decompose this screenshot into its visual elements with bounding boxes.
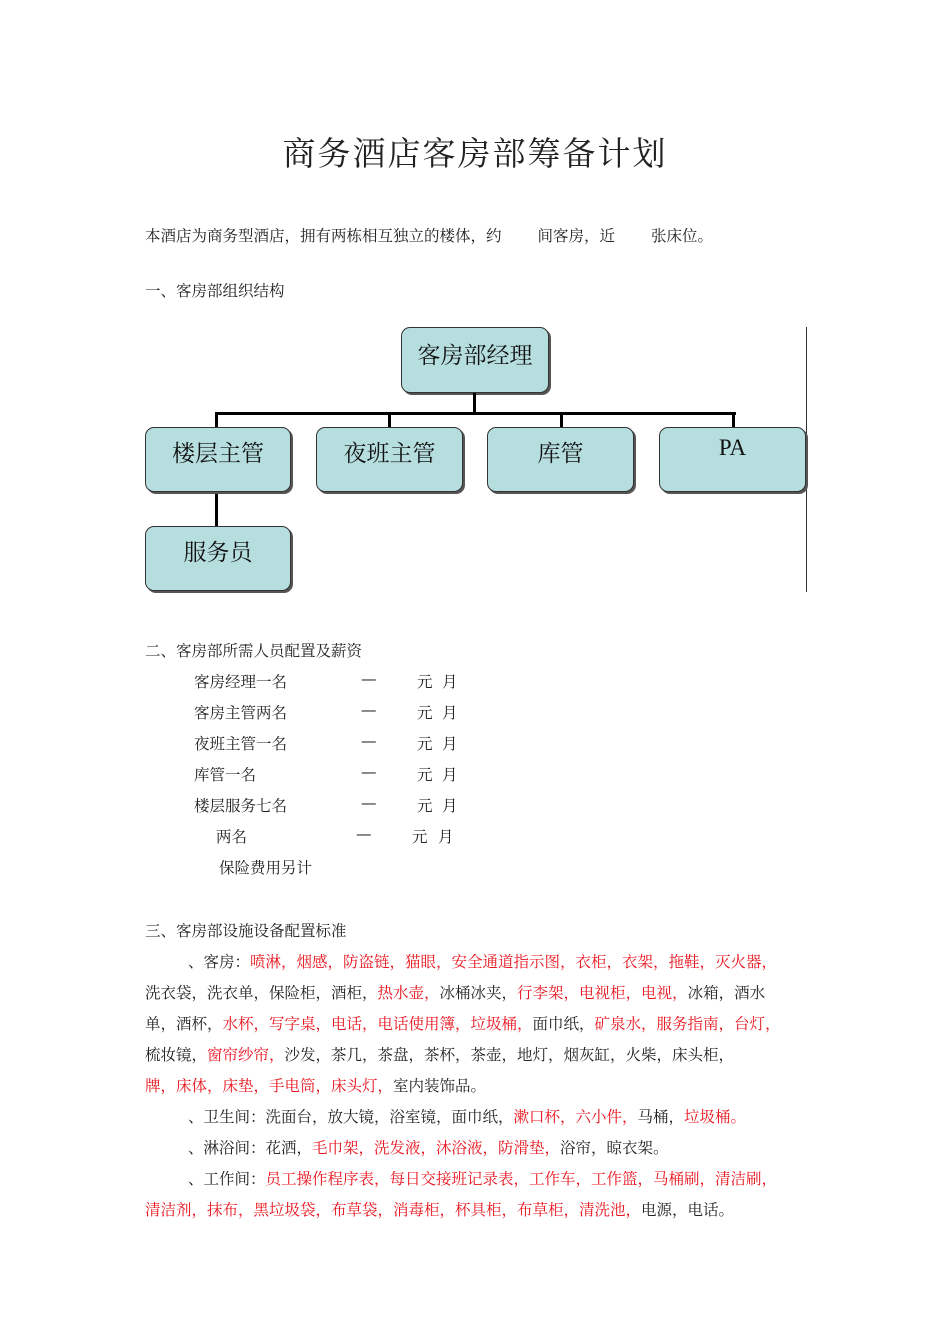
facility-text: 矿泉水，服务指南，台灯，: [594, 1015, 781, 1033]
facility-text: 电源，电话。: [641, 1201, 735, 1219]
staff-month: 月: [442, 735, 458, 753]
org-box-storekeeper: [487, 427, 634, 492]
facility-text: 洗衣袋，洗衣单，保险柜，酒柜，: [145, 984, 378, 1002]
connector-manager-down: [473, 393, 476, 414]
staff-yuan: 元: [417, 704, 433, 722]
staff-dash: —: [361, 670, 377, 688]
staff-month: 月: [442, 797, 458, 815]
staff-dash: —: [356, 825, 372, 843]
facility-text: 行李架，电视柜，电视，: [517, 984, 688, 1002]
facility-line-shower: [145, 1136, 810, 1158]
intro-text-1: 本酒店为商务型酒店，拥有两栋相互独立的楼体，约: [145, 227, 502, 245]
section-heading-staff: 二、客房部所需人员配置及薪资: [145, 642, 363, 660]
org-label-pa: PA: [718, 435, 747, 460]
staff-yuan: 元: [417, 735, 433, 753]
right-margin-rule: [806, 327, 807, 592]
org-box-pa: [659, 427, 806, 492]
connector-attendant: [215, 492, 218, 526]
facility-line: [145, 1012, 810, 1034]
facility-text: 面巾纸，: [532, 1015, 595, 1033]
insurance-note-text: 保险费用另计: [219, 859, 313, 877]
facility-text: 梳妆镜，: [145, 1046, 208, 1064]
org-label-storekeeper: 库管: [537, 441, 584, 467]
staff-dash: —: [361, 732, 377, 750]
staff-role: 楼层服务七名: [194, 797, 288, 815]
connector-floor: [215, 412, 218, 427]
intro-text-2: 间客房，近: [537, 227, 616, 245]
connector-store: [560, 412, 563, 427]
org-box-attendant: [145, 526, 291, 591]
staff-month: 月: [442, 766, 458, 784]
staff-row: [0, 825, 950, 847]
facility-line-room: [145, 950, 810, 972]
facility-line: [145, 1043, 810, 1065]
facility-text: 马桶，: [637, 1108, 685, 1126]
facility-text: 垃圾桶。: [684, 1108, 747, 1126]
facility-text: 、卫生间：洗面台，放大镜，浴室镜，面巾纸，: [188, 1108, 514, 1126]
facility-text: 毛巾架，洗发液，沐浴液，防滑垫，: [312, 1139, 561, 1157]
page-title: 商务酒店客房部筹备计划: [282, 134, 668, 173]
staff-role: 库管一名: [194, 766, 257, 784]
org-box-floor-supervisor: [145, 427, 291, 492]
facility-text: 沙发，茶几，茶盘，茶杯，茶壶，地灯，烟灰缸，火柴，床头柜，: [284, 1046, 735, 1064]
staff-month: 月: [442, 704, 458, 722]
staff-row: [0, 701, 950, 723]
section-heading-facilities: 三、客房部设施设备配置标准: [145, 922, 347, 940]
facility-text: 清洁剂，抹布，黑垃圾袋，布草袋，消毒柜，杯具柜，布草柜，清洗池，: [145, 1201, 642, 1219]
org-box-night-supervisor: [316, 427, 463, 492]
facility-text: 冰桶冰夹，: [439, 984, 518, 1002]
facility-line: [145, 1198, 810, 1220]
staff-dash: —: [361, 794, 377, 812]
org-box-manager: [401, 327, 549, 393]
connector-pa: [732, 412, 735, 427]
staff-role: 客房经理一名: [194, 673, 288, 691]
facility-line-bathroom: [145, 1105, 810, 1127]
facility-text: 员工操作程序表，每日交接班记录表，工作车，工作篮，马桶刷，清洁刷，: [265, 1170, 778, 1188]
staff-row: [0, 763, 950, 785]
staff-month: 月: [438, 828, 454, 846]
facility-text: 热水壶，: [377, 984, 440, 1002]
facility-text: 牌，床体，床垫，手电筒，床头灯，: [145, 1077, 394, 1095]
org-label-manager: 客房部经理: [417, 343, 533, 369]
intro-text-3: 张床位。: [651, 227, 714, 245]
connector-night: [388, 412, 391, 427]
facility-line-workroom: [145, 1167, 810, 1189]
staff-role: 客房主管两名: [194, 704, 288, 722]
staff-yuan: 元: [417, 766, 433, 784]
facility-text: 喷淋，烟感，防盗链，猫眼，安全通道指示图，衣柜，衣架，拖鞋，灭火器，: [250, 953, 778, 971]
section-heading-org: 一、客房部组织结构: [145, 282, 285, 300]
org-label-floor-supervisor: 楼层主管: [172, 441, 264, 467]
connector-horizontal: [215, 412, 736, 415]
staff-month: 月: [442, 673, 458, 691]
facility-text: 、淋浴间：花洒，: [188, 1139, 313, 1157]
facility-line: [145, 1074, 810, 1096]
staff-row: [0, 670, 950, 692]
staff-dash: —: [361, 763, 377, 781]
org-label-night-supervisor: 夜班主管: [343, 441, 436, 467]
facility-text: 冰箱，酒水: [687, 984, 766, 1002]
org-label-attendant: 服务员: [183, 540, 253, 566]
facility-text: 室内装饰品。: [393, 1077, 487, 1095]
staff-dash: —: [361, 701, 377, 719]
staff-row: [0, 794, 950, 816]
staff-row: [0, 732, 950, 754]
staff-yuan: 元: [417, 673, 433, 691]
staff-role: 夜班主管一名: [194, 735, 288, 753]
staff-yuan: 元: [412, 828, 428, 846]
staff-role: 两名: [216, 828, 248, 846]
facility-text: 、工作间：: [188, 1170, 266, 1188]
facility-text: 、客房：: [188, 953, 251, 971]
intro-paragraph: [145, 224, 713, 246]
facility-text: 单，酒杯，: [145, 1015, 223, 1033]
facility-text: 窗帘纱帘，: [207, 1046, 285, 1064]
facility-text: 漱口杯，六小件，: [513, 1108, 638, 1126]
facility-line: [145, 981, 810, 1003]
facility-text: 水杯，写字桌，电话，电话使用簿，垃圾桶，: [222, 1015, 533, 1033]
facility-text: 浴帘，晾衣架。: [560, 1139, 669, 1157]
staff-yuan: 元: [417, 797, 433, 815]
